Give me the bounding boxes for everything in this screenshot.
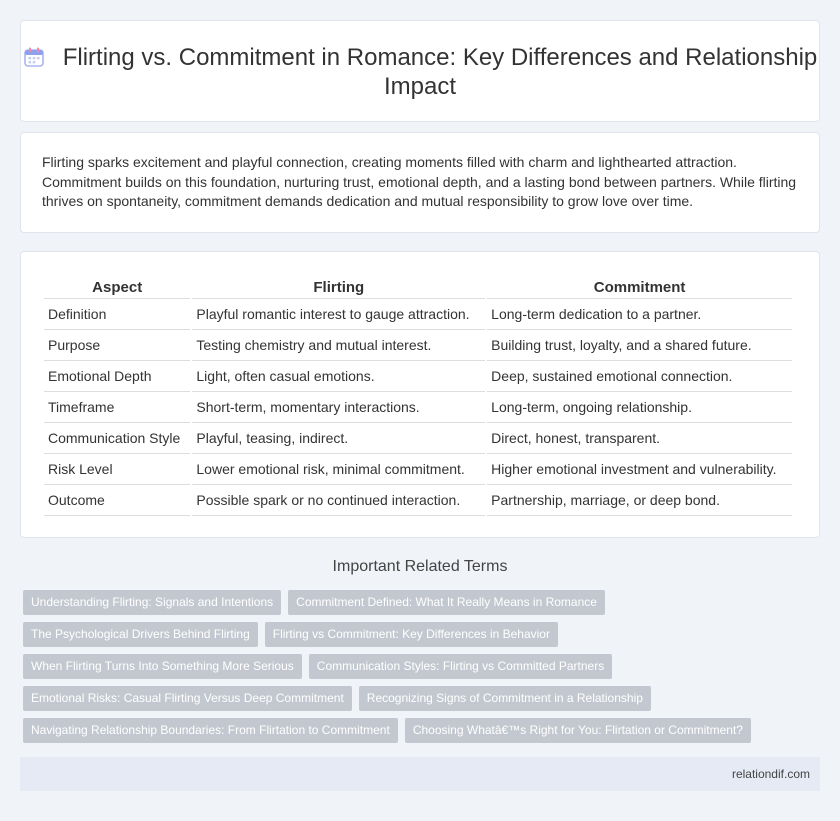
tag-row (23, 590, 823, 615)
table-cell: Long-term, ongoing relationship. (487, 392, 792, 423)
table-row (44, 361, 792, 392)
related-term-link[interactable]: Emotional Risks: Casual Flirting Versus Deep Commitment (23, 686, 352, 711)
table-cell: Playful, teasing, indirect. (192, 423, 485, 454)
page-title-wrap (21, 43, 819, 101)
tag-row (23, 718, 823, 743)
table-cell: Deep, sustained emotional connection. (487, 361, 792, 392)
table-cell: Definition (44, 299, 190, 330)
table-cell: Outcome (44, 485, 190, 516)
table-row (44, 454, 792, 485)
tag-row (23, 686, 823, 711)
table-cell: Possible spark or no continued interaction. (192, 485, 485, 516)
table-cell: Higher emotional investment and vulnerability. (487, 454, 792, 485)
table-row (44, 485, 792, 516)
table-cell: Purpose (44, 330, 190, 361)
table-cell: Lower emotional risk, minimal commitment. (192, 454, 485, 485)
related-term-link[interactable]: When Flirting Turns Into Something More Serious (23, 654, 302, 679)
footer-bar (20, 757, 820, 791)
footer-site-name: relationdif.com (731, 767, 810, 781)
related-term-link[interactable]: Communication Styles: Flirting vs Committed Partners (309, 654, 612, 679)
page-title: Flirting vs. Commitment in Romance: Key Differences and Relationship Impact (62, 44, 818, 100)
header-aspect: Aspect (44, 276, 190, 299)
table-row (44, 423, 792, 454)
related-terms-heading: Important Related Terms (332, 558, 508, 575)
related-term-link[interactable]: Understanding Flirting: Signals and Intentions (23, 590, 281, 615)
related-terms-list (23, 590, 823, 750)
table-cell: Short-term, momentary interactions. (192, 392, 485, 423)
header-flirting: Flirting (192, 276, 485, 299)
table-header-row (44, 276, 792, 299)
comparison-card (20, 251, 820, 538)
related-term-link[interactable]: Flirting vs Commitment: Key Differences in Behavior (265, 622, 558, 647)
table-row (44, 299, 792, 330)
related-term-link[interactable]: The Psychological Drivers Behind Flirting (23, 622, 258, 647)
table-cell: Communication Style (44, 423, 190, 454)
table-row (44, 392, 792, 423)
title-card (20, 20, 820, 122)
intro-card (20, 132, 820, 233)
table-cell: Building trust, loyalty, and a shared future. (487, 330, 792, 361)
table-row (44, 330, 792, 361)
calendar-icon (23, 46, 45, 68)
related-term-link[interactable]: Recognizing Signs of Commitment in a Relationship (359, 686, 651, 711)
table-cell: Emotional Depth (44, 361, 190, 392)
table-cell: Timeframe (44, 392, 190, 423)
table-cell: Direct, honest, transparent. (487, 423, 792, 454)
header-commitment: Commitment (487, 276, 792, 299)
related-term-link[interactable]: Navigating Relationship Boundaries: From Flirtation to Commitment (23, 718, 398, 743)
tag-row (23, 654, 823, 679)
tag-row (23, 622, 823, 647)
related-term-link[interactable]: Choosing Whatâ€™s Right for You: Flirtation or Commitment? (405, 718, 751, 743)
comparison-table (42, 276, 794, 516)
table-cell: Partnership, marriage, or deep bond. (487, 485, 792, 516)
table-cell: Risk Level (44, 454, 190, 485)
related-term-link[interactable]: Commitment Defined: What It Really Means in Romance (288, 590, 605, 615)
table-cell: Playful romantic interest to gauge attraction. (192, 299, 485, 330)
table-cell: Light, often casual emotions. (192, 361, 485, 392)
table-cell: Long-term dedication to a partner. (487, 299, 792, 330)
table-cell: Testing chemistry and mutual interest. (192, 330, 485, 361)
intro-paragraph: Flirting sparks excitement and playful connection, creating moments filled with charm and lighthearted attraction. Commitment builds on this foundation, nurturing trust, emotional depth, and a lasting bond between partners. While flirting thrives on spontaneity, commitment demands dedication and mutual responsibility to grow love over time. (42, 154, 797, 209)
